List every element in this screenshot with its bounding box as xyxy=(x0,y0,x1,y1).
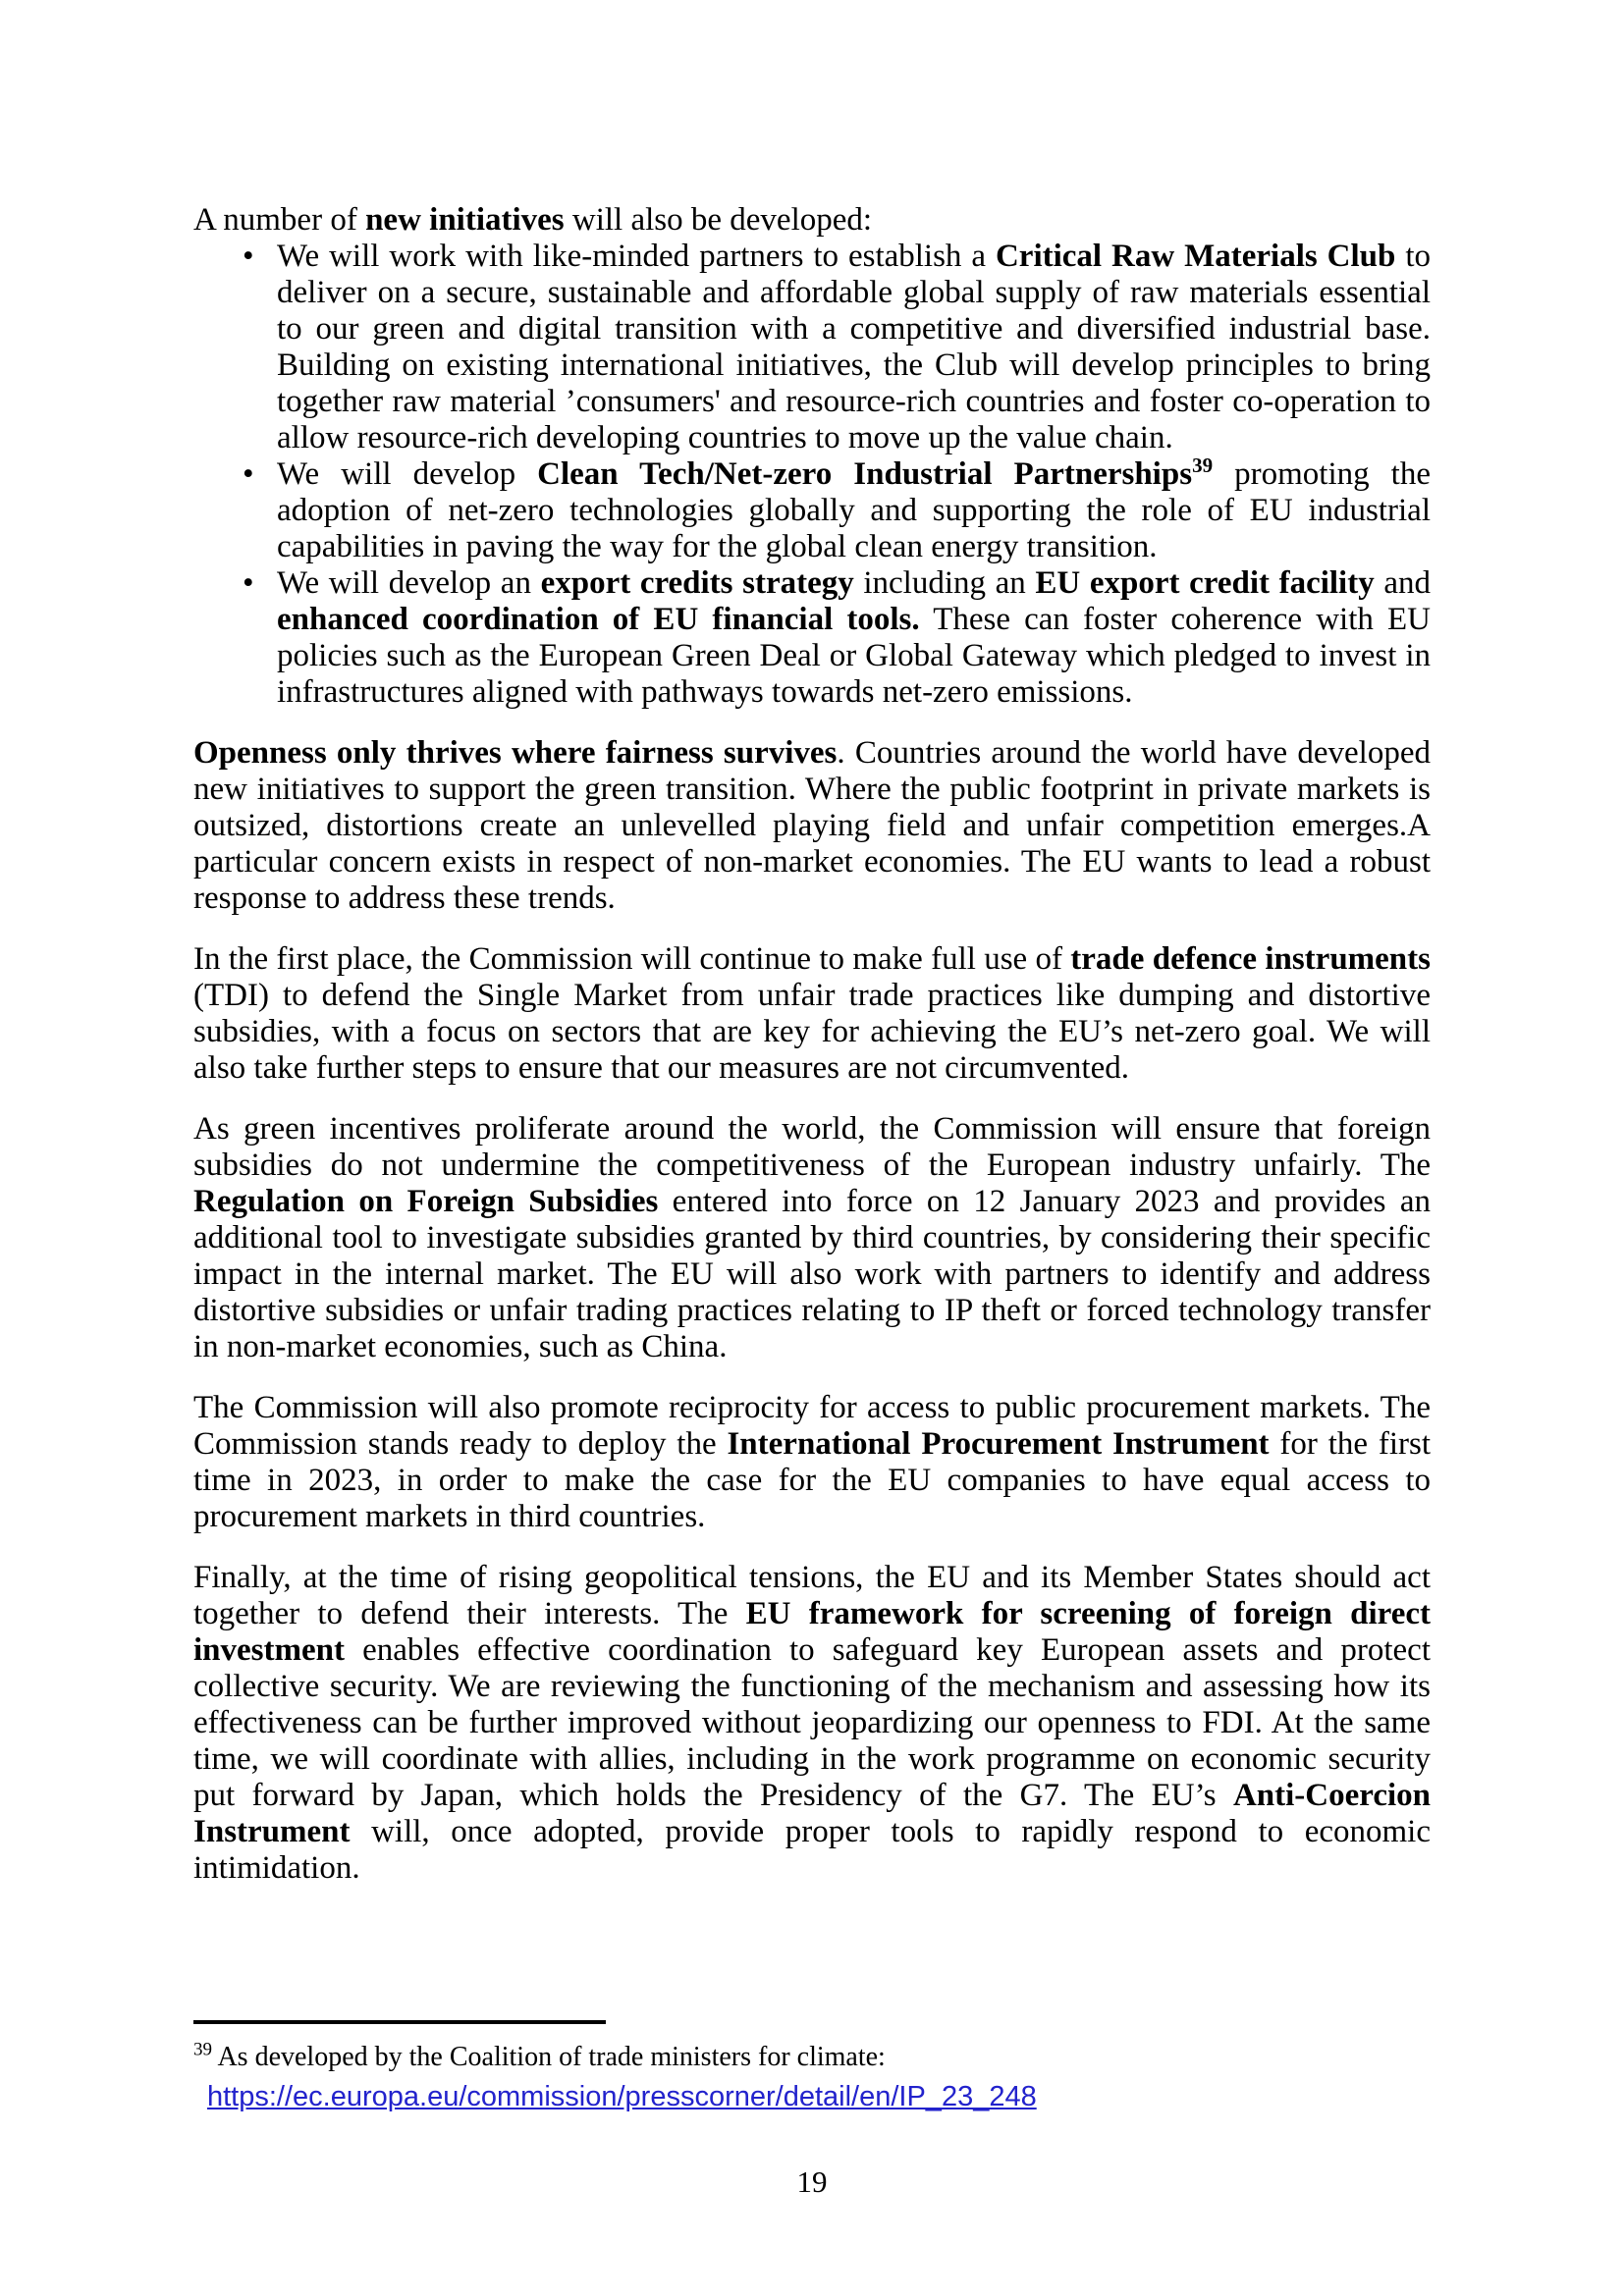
paragraph-openness-fairness xyxy=(193,735,1431,917)
bold-run: Anti-Coercion Instrument xyxy=(193,1778,1431,1849)
footnote-ref-39: 39 xyxy=(1192,454,1214,477)
text-run: . Countries around the world have developed new initiatives to support the green transition. Where the public footprint in private markets is outsized, distortions create an unlevelled playing field and unfair competition emerges.A particular concern exists in respect of non-market economies. The EU wants to lead a robust response to address these trends. xyxy=(193,735,1431,916)
text-run: entered into force on 12 January 2023 and provides an additional tool to investigate subsidies granted by third countries, by considering their specific impact in the internal market. The EU will also work with partners to identify and address distortive subsidies or unfair trading practices relating to IP theft or forced technology transfer in non-market economies, such as China. xyxy=(193,1184,1431,1364)
bullet-icon: • xyxy=(243,239,254,274)
text-run: enables effective coordination to safeguard key European assets and protect collective security. We are reviewing the functioning of the mechanism and assessing how its effectiveness can be further improved without jeopardizing our openness to FDI. At the same time, we will coordinate with allies, including in the work programme on economic security put forward by Japan, which holds the Presidency of the G7. The EU’s xyxy=(193,1632,1431,1813)
text-run: These can foster coherence with EU policies such as the European Green Deal or Global Gateway which pledged to invest in infrastructures aligned with pathways towards net-zero emissions. xyxy=(277,602,1431,710)
bold-run: Critical Raw Materials Club xyxy=(995,239,1396,274)
bold-run: Clean Tech/Net-zero Industrial Partnerships xyxy=(537,456,1193,492)
text-run: will also be developed: xyxy=(564,202,873,238)
text-run: We will work with like-minded partners to establish a xyxy=(277,239,996,274)
footnote-separator xyxy=(193,2020,606,2024)
bold-run: trade defence instruments xyxy=(1070,941,1431,977)
bold-run: export credits strategy xyxy=(540,565,854,601)
bullet-item-export-credits xyxy=(193,565,1431,711)
footnote-text-line xyxy=(193,2038,1431,2077)
bold-run: enhanced coordination of EU financial tools. xyxy=(277,602,920,637)
bullet-icon: • xyxy=(243,565,254,601)
paragraph-procurement xyxy=(193,1390,1431,1535)
text-run: promoting the adoption of net-zero technologies globally and supporting the role of EU industrial capabilities in paving the way for the global clean energy transition. xyxy=(277,456,1431,564)
text-run: The Commission will also promote reciprocity for access to public procurement markets. The Commission stands ready to deploy the xyxy=(193,1390,1431,1462)
footnote-link[interactable]: https://ec.europa.eu/commission/presscorner/detail/en/IP_23_248 xyxy=(207,2081,1037,2112)
intro-paragraph xyxy=(193,202,1431,239)
text-run: We will develop an xyxy=(277,565,541,601)
paragraph-foreign-subsidies xyxy=(193,1111,1431,1365)
bold-run: Regulation on Foreign Subsidies xyxy=(193,1184,659,1219)
document-body xyxy=(193,202,1431,1911)
bullet-icon: • xyxy=(243,456,254,492)
text-run: and xyxy=(1374,565,1431,601)
footnote-marker: 39 xyxy=(193,2039,212,2060)
text-run: including an xyxy=(853,565,1036,601)
text-run: We will develop xyxy=(277,456,538,492)
text-run: will, once adopted, provide proper tools to rapidly respond to economic intimidation. xyxy=(193,1814,1431,1886)
bold-run: International Procurement Instrument xyxy=(727,1426,1270,1462)
bold-run: new initiatives xyxy=(365,202,565,238)
page-number: 19 xyxy=(796,2164,828,2199)
text-run: for the first time in 2023, in order to make the case for the EU companies to have equal access to procurement markets in third countries. xyxy=(193,1426,1432,1534)
bold-run: EU framework for screening of foreign direct investment xyxy=(193,1596,1431,1668)
bold-run: EU export credit facility xyxy=(1035,565,1375,601)
bullet-list xyxy=(193,239,1431,711)
bullet-item-clean-tech-partnerships xyxy=(193,456,1431,565)
paragraph-trade-defence xyxy=(193,941,1431,1087)
bullet-item-critical-raw-materials xyxy=(193,239,1431,456)
text-run: In the first place, the Commission will continue to make full use of xyxy=(193,941,1071,977)
text-run: (TDI) to defend the Single Market from unfair trade practices like dumping and distortive subsidies, with a focus on sectors that are key for achieving the EU’s net-zero goal. We will also take further steps to ensure that our measures are not circumvented. xyxy=(193,978,1431,1086)
footnote-text: As developed by the Coalition of trade ministers for climate: xyxy=(212,2042,886,2072)
text-run: Finally, at the time of rising geopolitical tensions, the EU and its Member States should act together to defend their interests. The xyxy=(193,1560,1431,1631)
text-run: As green incentives proliferate around the world, the Commission will ensure that foreign subsidies do not undermine the competitiveness of the European industry unfairly. The xyxy=(193,1111,1431,1183)
bold-run: Openness only thrives where fairness survives xyxy=(193,735,838,771)
text-run: to deliver on a secure, sustainable and affordable global supply of raw materials essential to our green and digital transition with a competitive and diversified industrial base. Building on existing international initiatives, the Club will develop principles to bring together raw material ’consumers' and resource-rich countries and foster co-operation to allow resource-rich developing countries to move up the value chain. xyxy=(277,239,1431,455)
footnote-link-line xyxy=(207,2077,1431,2117)
paragraph-fdi-screening xyxy=(193,1560,1431,1887)
text-run: A number of xyxy=(193,202,366,238)
footnote xyxy=(193,2020,1431,2117)
